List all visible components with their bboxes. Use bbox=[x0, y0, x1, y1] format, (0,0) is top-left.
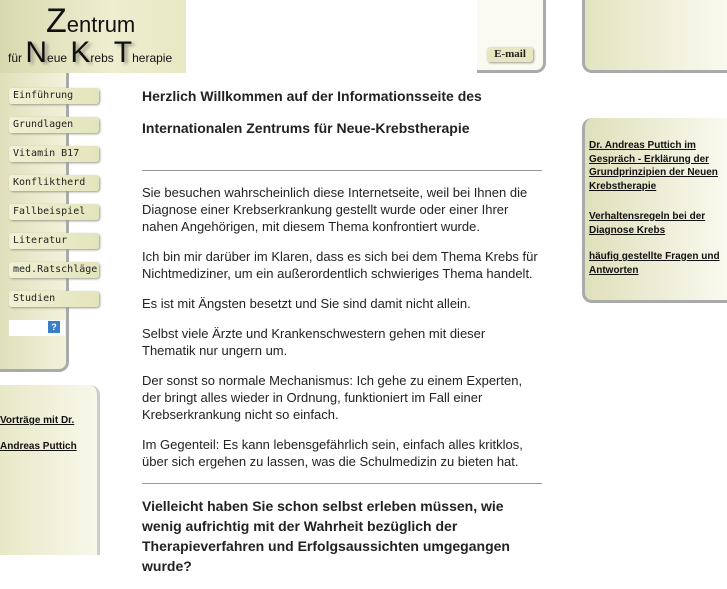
nav-med-ratschlaege[interactable]: med.Ratschläge bbox=[9, 262, 99, 278]
faq-link[interactable]: häufig gestellte Fragen und Antworten bbox=[589, 251, 720, 276]
nav-studien[interactable]: Studien bbox=[9, 291, 99, 307]
nav-literatur[interactable]: Literatur bbox=[9, 233, 99, 249]
paragraph: Ich bin mir darüber im Klaren, dass es sich bei dem Thema Krebs für Nichtmediziner, um ein außerordentlich schwieriges Thema handelt. bbox=[142, 249, 538, 281]
divider bbox=[142, 170, 542, 171]
paragraph: Im Gegenteil: Es kann lebensgefährlich sein, einfach alles kritklos, über sich ergehen zu lassen, was die Schulmedizin zu bieten hat. bbox=[142, 437, 523, 469]
site-logo[interactable] bbox=[0, 0, 186, 73]
main-content bbox=[142, 88, 542, 589]
page-title-line1: Herzlich Willkommen auf der Informationsseite des bbox=[142, 88, 482, 104]
paragraph: Es ist mit Ängsten besetzt und Sie sind damit nicht allein. bbox=[142, 296, 471, 311]
nav-grundlagen[interactable]: Grundlagen bbox=[9, 117, 99, 133]
verhaltensregeln-link[interactable]: Verhaltensregeln bei der Diagnose Krebs bbox=[589, 211, 706, 236]
nav-konfliktherd[interactable]: Konfliktherd bbox=[9, 175, 99, 191]
paragraph: Der sonst so normale Mechanismus: Ich gehe zu einem Experten, der bringt alles wieder in Ordnung, funktioniert im Fall einer Krebserkrankung nicht so einfach. bbox=[142, 373, 523, 422]
nav-vitamin-b17[interactable]: Vitamin B17 bbox=[9, 146, 99, 162]
logo-line1: Zentrum bbox=[46, 2, 136, 40]
right-links-panel bbox=[582, 118, 727, 303]
paragraph: Sie besuchen wahrscheinlich diese Internetseite, weil bei Ihnen die Diagnose einer Krebserkrankung gestellt wurde oder einer Ihrer nahen Angehörigen, mit diesem Thema konfrontiert wurde. bbox=[142, 185, 528, 234]
nav-fallbeispiel[interactable]: Fallbeispiel bbox=[9, 204, 99, 220]
email-button[interactable]: E-mail bbox=[487, 47, 533, 62]
bold-paragraph: Vielleicht haben Sie schon selbst erleben müssen, wie wenig aufrichtig mit der Wahrheit bezüglich der Therapieverfahren und Erfolgsaussichten umgegangen wurde? bbox=[142, 498, 510, 574]
interview-link[interactable]: Dr. Andreas Puttich im Gespräch - Erklärung der Grundprinzipien der Neuen Krebstherapie bbox=[589, 140, 718, 192]
page-title-line2: Internationalen Zentrums für Neue-Krebstherapie bbox=[142, 120, 470, 136]
paragraph: Selbst viele Ärzte und Krankenschwestern gehen mit dieser Thematik nur ungern um. bbox=[142, 326, 486, 358]
right-top-panel bbox=[582, 0, 727, 73]
vortraege-link[interactable]: Vorträge mit Dr. bbox=[0, 415, 75, 426]
help-icon[interactable]: ? bbox=[48, 321, 60, 333]
email-panel bbox=[477, 0, 546, 73]
andreas-puttich-link[interactable]: Andreas Puttich bbox=[0, 441, 77, 452]
logo-line2: für Neue KrebsTherapie bbox=[8, 36, 173, 69]
nav-einfuehrung[interactable]: Einführung bbox=[9, 88, 99, 104]
divider bbox=[142, 483, 542, 484]
left-lower-panel bbox=[0, 385, 100, 555]
